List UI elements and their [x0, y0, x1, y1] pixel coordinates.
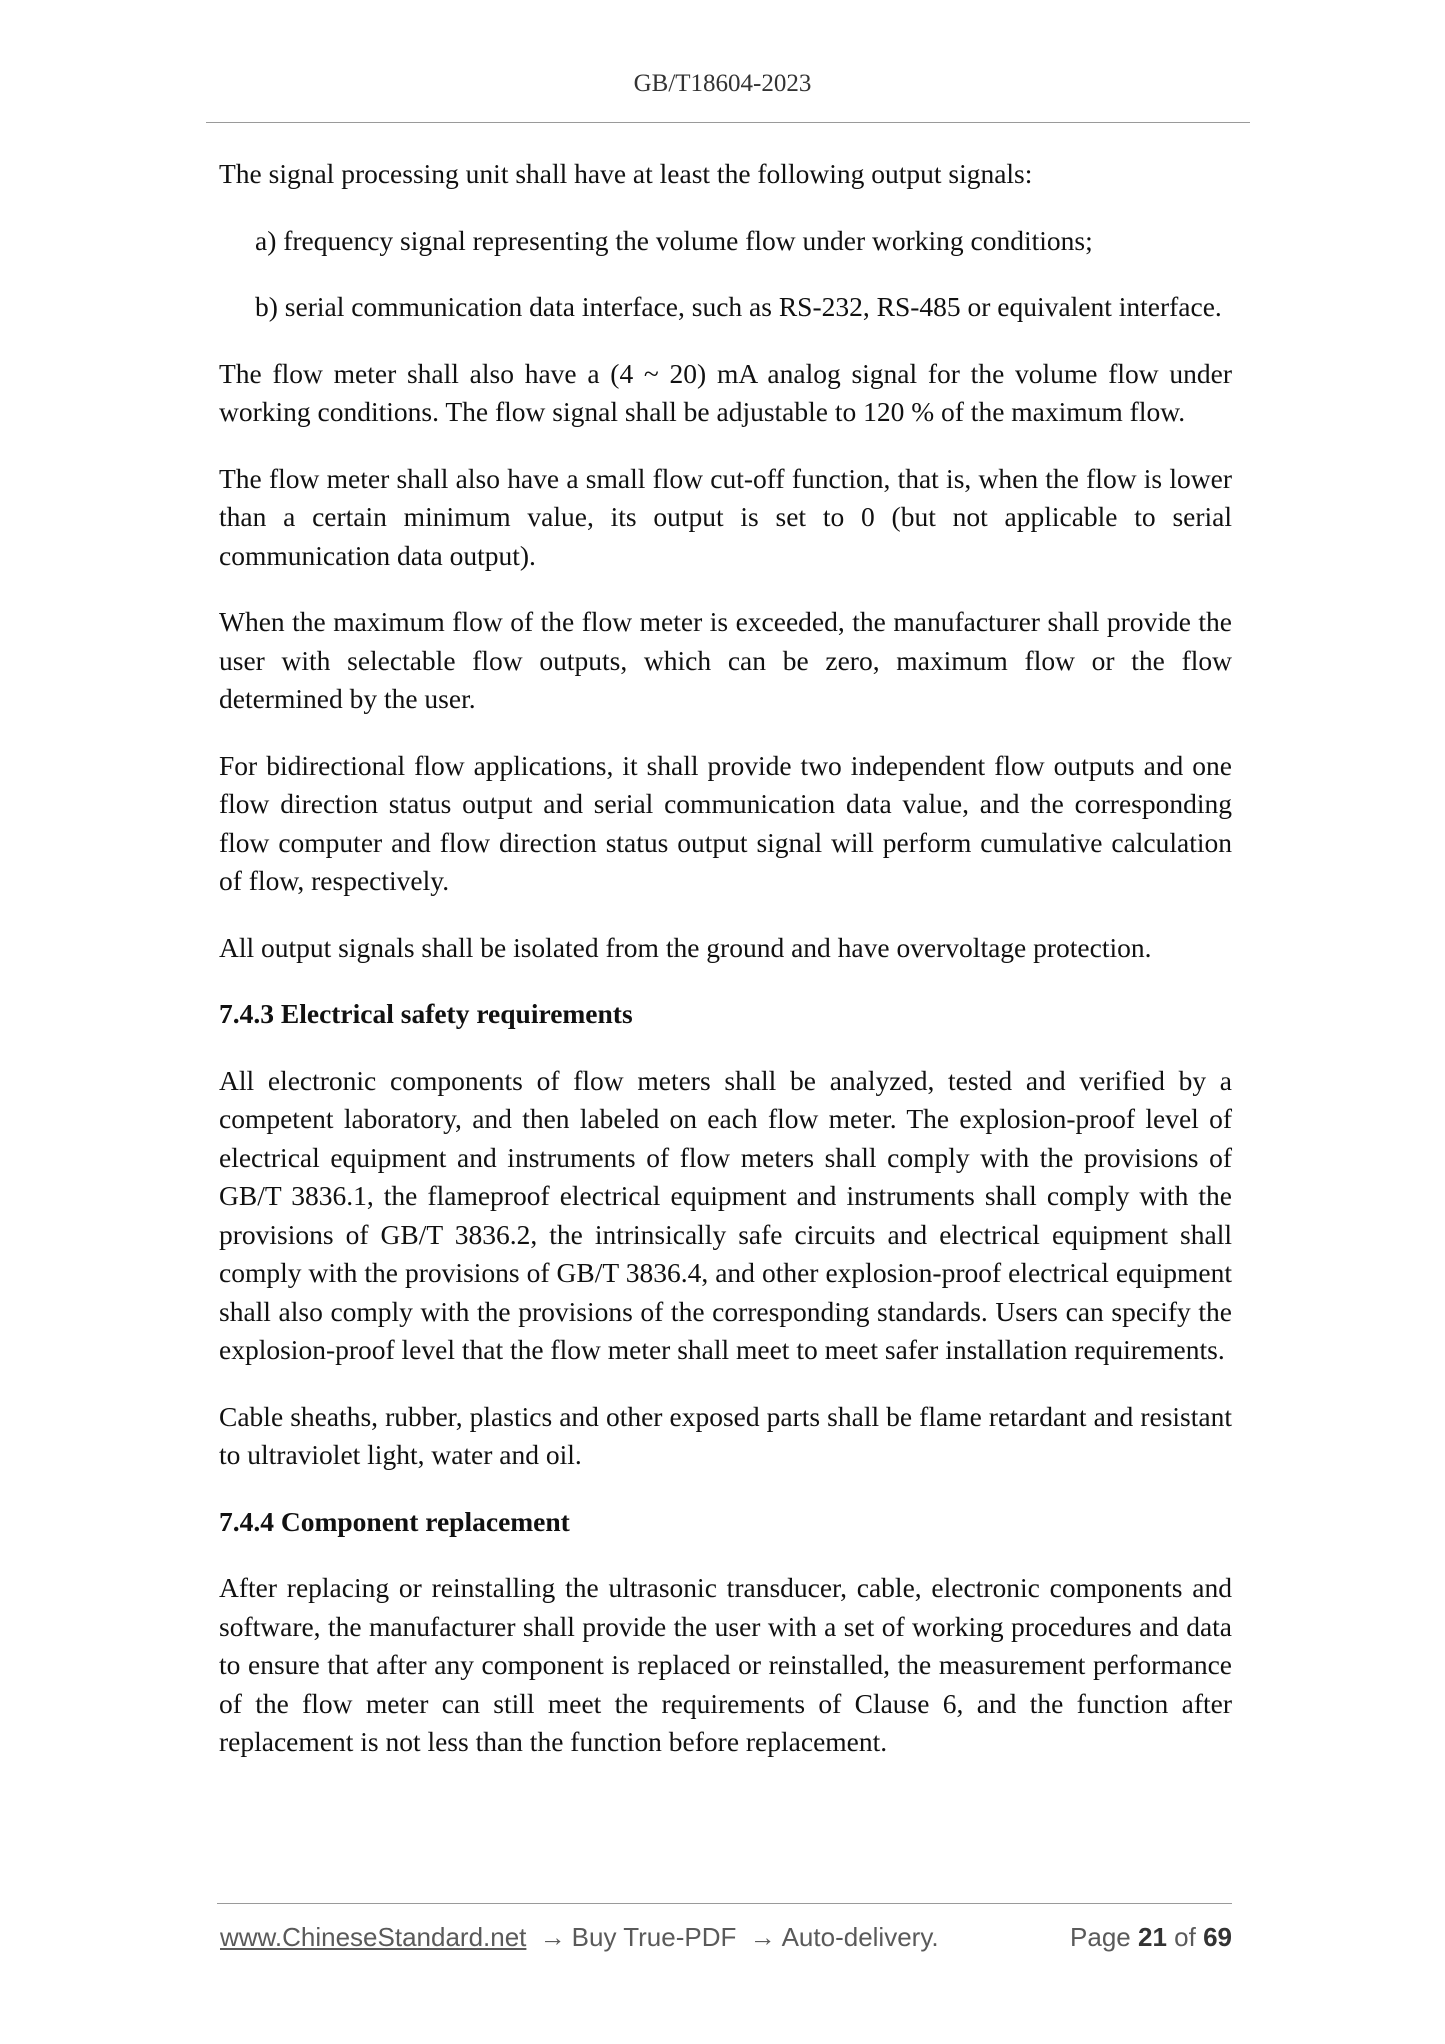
page-of-label: of: [1174, 1922, 1196, 1952]
document-body: [219, 155, 1232, 1790]
footer-promo: [220, 1922, 939, 1953]
paragraph-electrical-safety: All electronic components of flow meters shall be analyzed, tested and verified by a competent laboratory, and then labeled on each flow meter. The explosion-proof level of electrical equipment and instruments of flow meters shall comply with the provisions of GB/T 3836.1, the flameproof electrical equipment and instruments shall comply with the provisions of GB/T 3836.2, the intrinsically safe circuits and electrical equipment shall comply with the provisions of GB/T 3836.4, and other explosion-proof electrical equipment shall also comply with the provisions of the corresponding standards. Users can specify the explosion-proof level that the flow meter shall meet to meet safer installation requirements.: [219, 1064, 1232, 1365]
paragraph-bidirectional-flow: For bidirectional flow applications, it shall provide two independent flow outputs and one flow direction status output and serial communication data value, and the corresponding flow computer and flow direction status output signal will perform cumulative calculation of flow, respectively.: [219, 749, 1232, 896]
section-heading-7-4-3: 7.4.3 Electrical safety requirements: [219, 998, 633, 1029]
website-link[interactable]: www.ChineseStandard.net: [220, 1922, 527, 1952]
paragraph-output-signals-intro: The signal processing unit shall have at least the following output signals:: [219, 158, 1033, 189]
section-heading-7-4-4: 7.4.4 Component replacement: [219, 1505, 570, 1537]
list-item-a: a) frequency signal representing the volume flow under working conditions;: [255, 224, 1093, 256]
arrow-right-icon: →: [749, 1922, 776, 1952]
page-number: [1070, 1922, 1232, 1953]
paragraph-isolation: All output signals shall be isolated from the ground and have overvoltage protection.: [219, 931, 1152, 963]
auto-delivery-text: Auto-delivery.: [781, 1922, 939, 1952]
page-header: GB/T18604-2023: [633, 70, 812, 97]
header-divider: [206, 122, 1250, 123]
paragraph-component-replacement: After replacing or reinstalling the ultrasonic transducer, cable, electronic components and software, the manufacturer shall provide the user with a set of working procedures and data to ensure that after any component is replaced or reinstalled, the measurement performance of the flow meter can still meet the requirements of Clause 6, and the function after replacement is not less than the function before replacement.: [219, 1572, 1232, 1757]
list-item-b: b) serial communication data interface, such as RS-232, RS-485 or equivalent interface.: [255, 291, 1222, 322]
paragraph-cable-sheaths: Cable sheaths, rubber, plastics and other exposed parts shall be flame retardant and resistant to ultraviolet light, water and oil.: [219, 1400, 1232, 1470]
page-label: Page: [1070, 1922, 1131, 1952]
arrow-right-icon: →: [539, 1922, 566, 1952]
buy-true-pdf-text: Buy True-PDF: [571, 1922, 737, 1952]
paragraph-analog-signal: The flow meter shall also have a (4 ~ 20) mA analog signal for the volume flow under working conditions. The flow signal shall be adjustable to 120 % of the maximum flow.: [219, 357, 1232, 427]
current-page-number: 21: [1138, 1922, 1167, 1952]
total-page-count: 69: [1203, 1922, 1232, 1952]
footer-divider: [217, 1903, 1232, 1904]
paragraph-max-flow-exceeded: When the maximum flow of the flow meter is exceeded, the manufacturer shall provide the user with selectable flow outputs, which can be zero, maximum flow or the flow determined by the user.: [219, 606, 1232, 714]
paragraph-flow-cutoff: The flow meter shall also have a small flow cut-off function, that is, when the flow is lower than a certain minimum value, its output is set to 0 (but not applicable to serial communication data output).: [219, 462, 1232, 571]
page-footer: [220, 1922, 1232, 1958]
